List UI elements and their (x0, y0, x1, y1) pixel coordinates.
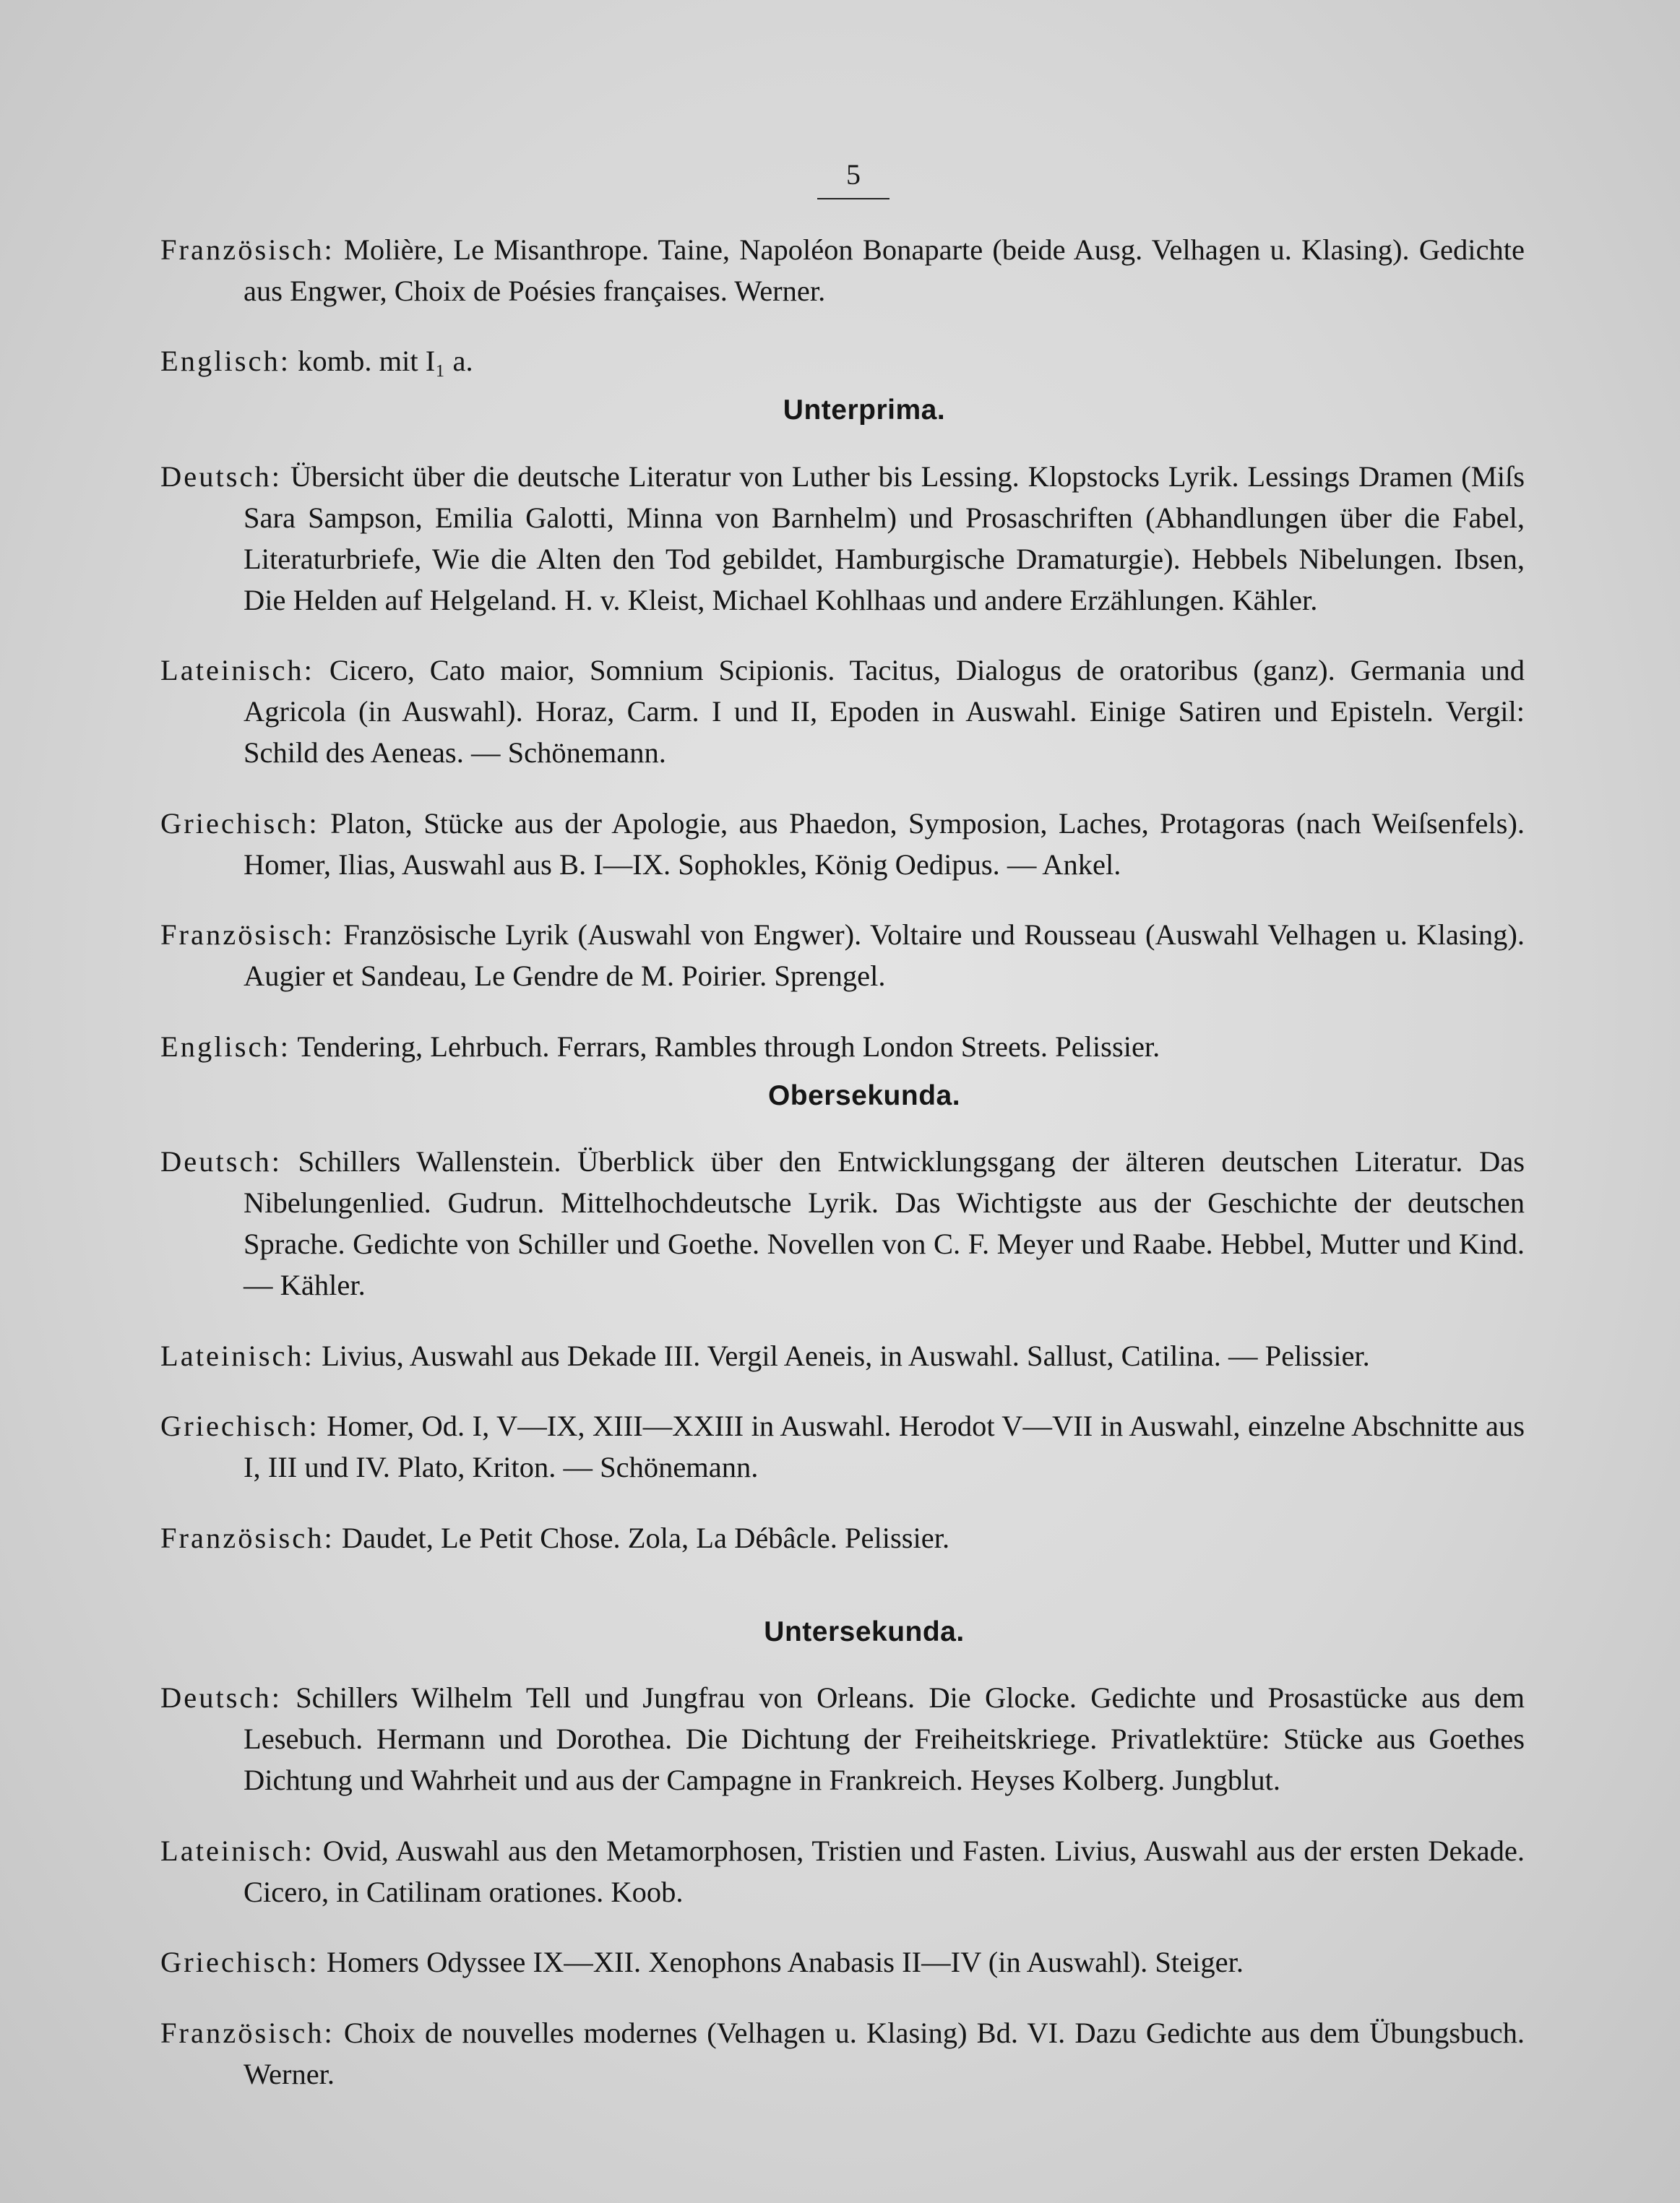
section-obersekunda (160, 1080, 1525, 1559)
subject-label: Englisch: (160, 345, 290, 377)
entry-text: Schillers Wallenstein. Überblick über den Entwicklungsgang der älteren deutschen Literatur. Das Nibelungenlied. Gudrun. Mittelhochdeutsche Lyrik. Das Wichtigste aus der Geschichte der deutschen Sprache. Gedichte von Schiller und Goethe. Novellen von C. F. Meyer und Raabe. Hebbel, Mutter und Kind. — Kähler. (244, 1145, 1525, 1301)
entry-text: komb. mit I₁ a. (298, 345, 473, 377)
entry-text: Daudet, Le Petit Chose. Zola, La Débâcle. Pelissier. (341, 1521, 950, 1554)
subject-label: Französisch: (160, 2016, 335, 2049)
entry (160, 2012, 1525, 2095)
subject-label: Französisch: (160, 233, 335, 266)
entry-text: Molière, Le Misanthrope. Taine, Napoléon Bonaparte (beide Ausg. Velhagen u. Klasing). Gedichte aus Engwer, Choix de Poésies françaises. Werner. (244, 233, 1525, 307)
entry (160, 1677, 1525, 1801)
entry-text: Choix de nouvelles modernes (Velhagen u. Klasing) Bd. VI. Dazu Gedichte aus dem Übungsbuch. Werner. (244, 2016, 1525, 2090)
entry (160, 803, 1525, 885)
entry-text: Homers Odyssee IX—XII. Xenophons Anabasis II—IV (in Auswahl). Steiger. (326, 1946, 1244, 1978)
subject-label: Griechisch: (160, 1946, 319, 1978)
subject-label: Griechisch: (160, 1410, 319, 1442)
entry (160, 1830, 1525, 1913)
subject-label: Französisch: (160, 1521, 335, 1554)
page-number: 5 (817, 160, 889, 199)
entry (160, 914, 1525, 996)
entry-text: Homer, Od. I, V—IX, XIII—XXIII in Auswahl. Herodot V—VII in Auswahl, einzelne Abschnitte aus I, III und IV. Plato, Kriton. — Schönemann. (244, 1410, 1525, 1483)
entry-text: Cicero, Cato maior, Somnium Scipionis. Tacitus, Dialogus de oratoribus (ganz). Germania und Agricola (in Auswahl). Horaz, Carm. I und II, Epoden in Auswahl. Einige Satiren und Episteln. Vergil: Schild des Aeneas. — Schönemann. (244, 654, 1525, 769)
subject-label: Französisch: (160, 918, 335, 951)
subject-label: Deutsch: (160, 1681, 282, 1714)
subject-label: Lateinisch: (160, 654, 314, 686)
entry-text: Schillers Wilhelm Tell und Jungfrau von Orleans. Die Glocke. Gedichte und Prosastücke aus dem Lesebuch. Hermann und Dorothea. Die Dichtung der Freiheitskriege. Privatlektüre: Stücke aus Goethes Dichtung und Wahrheit und aus der Campagne in Frankreich. Heyses Kolberg. Jungblut. (244, 1681, 1525, 1796)
subject-label: Englisch: (160, 1030, 290, 1063)
entry (160, 456, 1525, 621)
entry-text: Ovid, Auswahl aus den Metamorphosen, Tristien und Fasten. Livius, Auswahl aus der ersten Dekade. Cicero, in Catilinam orationes. Koob. (244, 1834, 1525, 1908)
entry-text: Französische Lyrik (Auswahl von Engwer). Voltaire und Rousseau (Auswahl Velhagen u. Klasing). Augier et Sandeau, Le Gendre de M. Poirier. Sprengel. (244, 918, 1525, 992)
subject-label: Deutsch: (160, 1145, 282, 1178)
subject-label: Lateinisch: (160, 1834, 314, 1867)
entry-text: Tendering, Lehrbuch. Ferrars, Rambles through London Streets. Pelissier. (297, 1030, 1160, 1063)
entry (160, 229, 1525, 311)
entry-text: Übersicht über die deutsche Literatur von Luther bis Lessing. Klopstocks Lyrik. Lessings Dramen (Miſs Sara Sampson, Emilia Galotti, Minna von Barnhelm) und Prosaschriften (Abhandlungen über die Fabel, Literaturbriefe, Wie die Alten den Tod gebildet, Hamburgische Dramaturgie). Hebbels Nibelungen. Ibsen, Die Helden auf Helgeland. H. v. Kleist, Michael Kohlhaas und andere Erzählungen. Kähler. (244, 460, 1525, 616)
subject-label: Deutsch: (160, 460, 282, 493)
section-heading: Unterprima. (783, 395, 946, 426)
entry (160, 1335, 1525, 1376)
page-number-container (182, 160, 1525, 199)
subject-label: Griechisch: (160, 806, 319, 840)
entry (160, 1141, 1525, 1306)
entry (160, 340, 1525, 381)
subject-label: Lateinisch: (160, 1339, 314, 1372)
section-unterprima (160, 395, 1525, 1067)
section-heading: Untersekunda. (764, 1616, 965, 1647)
entry (160, 1941, 1525, 1983)
entry (160, 1517, 1525, 1559)
entry-text: Platon, Stücke aus der Apologie, aus Phaedon, Symposion, Laches, Protagoras (nach Weiſsenfels). Homer, Ilias, Auswahl aus B. I—IX. Sophokles, König Oedipus. — Ankel. (244, 806, 1525, 881)
entry (160, 1405, 1525, 1488)
entry-text: Livius, Auswahl aus Dekade III. Vergil Aeneis, in Auswahl. Sallust, Catilina. — Pelissier. (322, 1339, 1370, 1372)
entry (160, 650, 1525, 773)
entry (160, 1026, 1525, 1067)
section-untersekunda (160, 1616, 1525, 2095)
section-heading: Obersekunda. (767, 1079, 961, 1111)
continuation-block (160, 229, 1525, 382)
